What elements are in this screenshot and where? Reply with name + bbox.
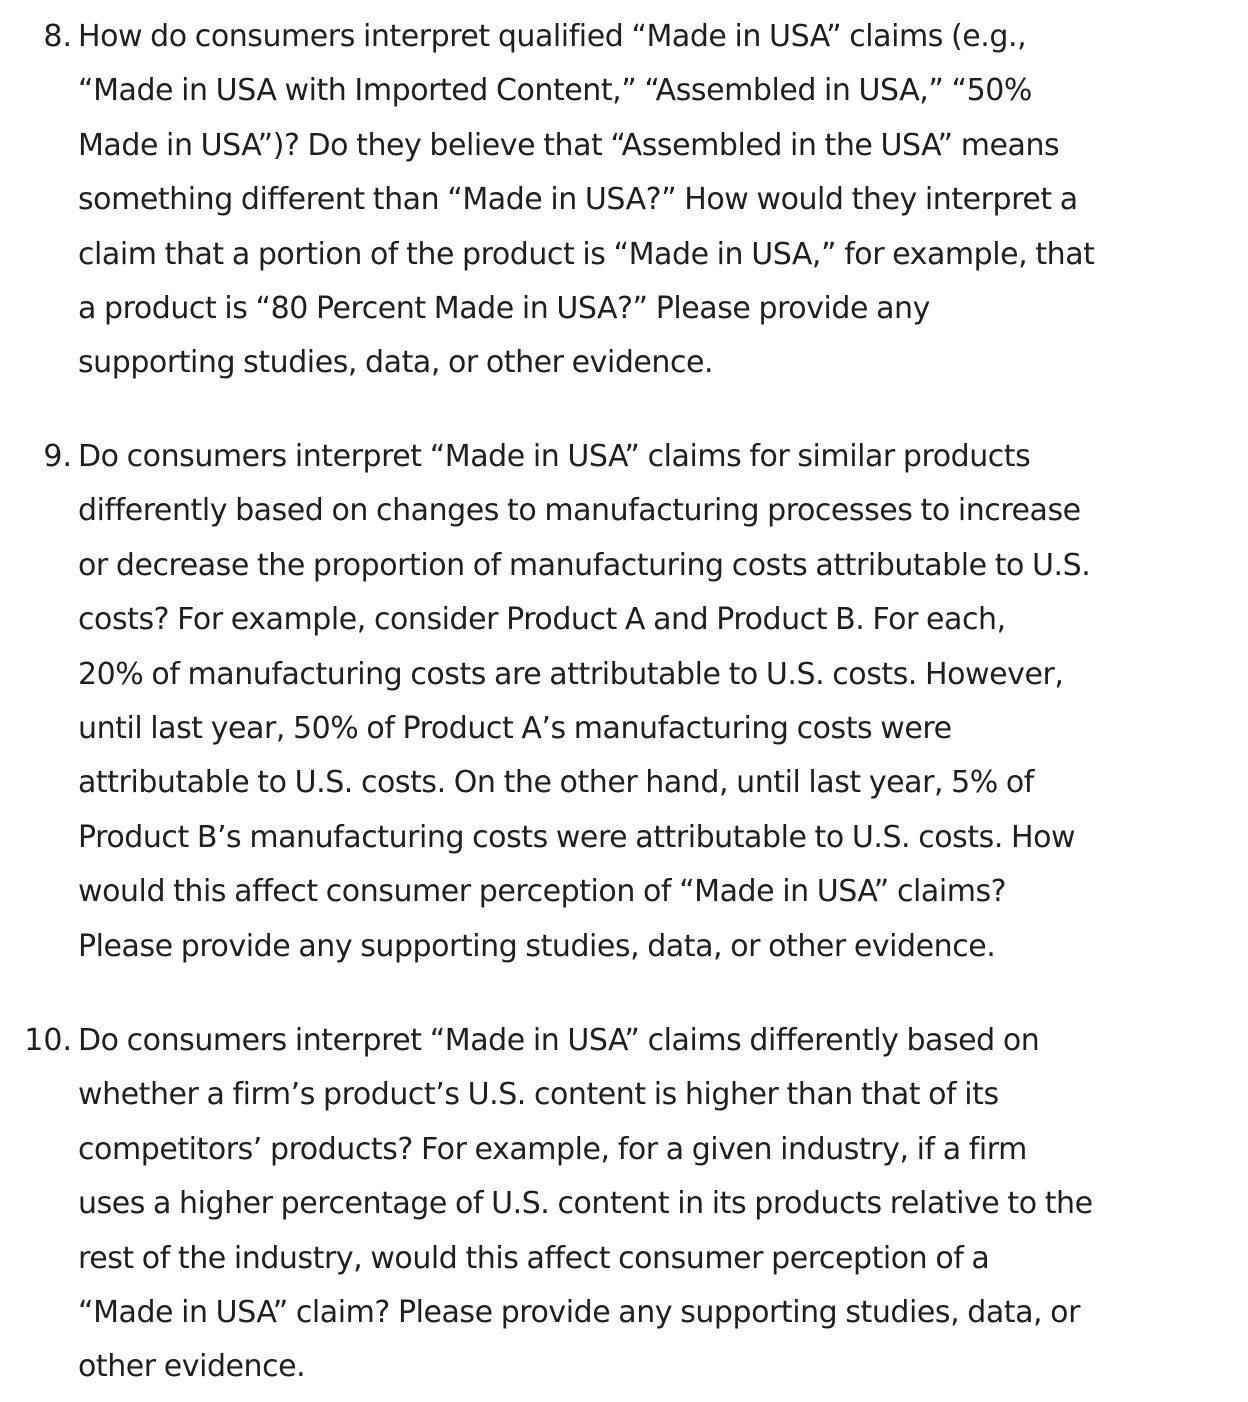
question-number: 9. [43,439,72,474]
question-number: 10. [24,1023,72,1058]
question-text: Do consumers interpret “Made in USA” claims for similar products differently based on changes to manufacturing processes to increase or decrease the proportion of manufacturing costs attributable to U.S. costs? For example, consider Product A and Product B. For each, 20% of manufacturing costs are attributable to U.S. costs. However, until last year, 50% of Product A’s manufacturing costs were attributable to U.S. costs. On the other hand, until last year, 5% of Product B’s manufacturing costs were attributable to U.S. costs. How would this affect consumer perception of “Made in USA” claims? Please provide any supporting studies, data, or other evidence. [78,439,1091,964]
question-text: Do consumers interpret “Made in USA” claims differently based on whether a firm’s product’s U.S. content is higher than that of its competitors’ products? For example, for a given industry, if a firm uses a higher percentage of U.S. content in its products relative to the rest of the industry, would this affect consumer perception of a “Made in USA” claim? Please provide any supporting studies, data, or other evidence. [78,1023,1093,1385]
question-number: 8. [43,19,72,54]
question-text: How do consumers interpret qualified “Made in USA” claims (e.g., “Made in USA with Imported Content,” “Assembled in USA,” “50% Made in USA”)? Do they believe that “Assembled in the USA” means something different than “Made in USA?” How would they interpret a claim that a portion of the product is “Made in USA,” for example, that a product is “80 Percent Made in USA?” Please provide any supporting studies, data, or other evidence. [78,19,1095,381]
